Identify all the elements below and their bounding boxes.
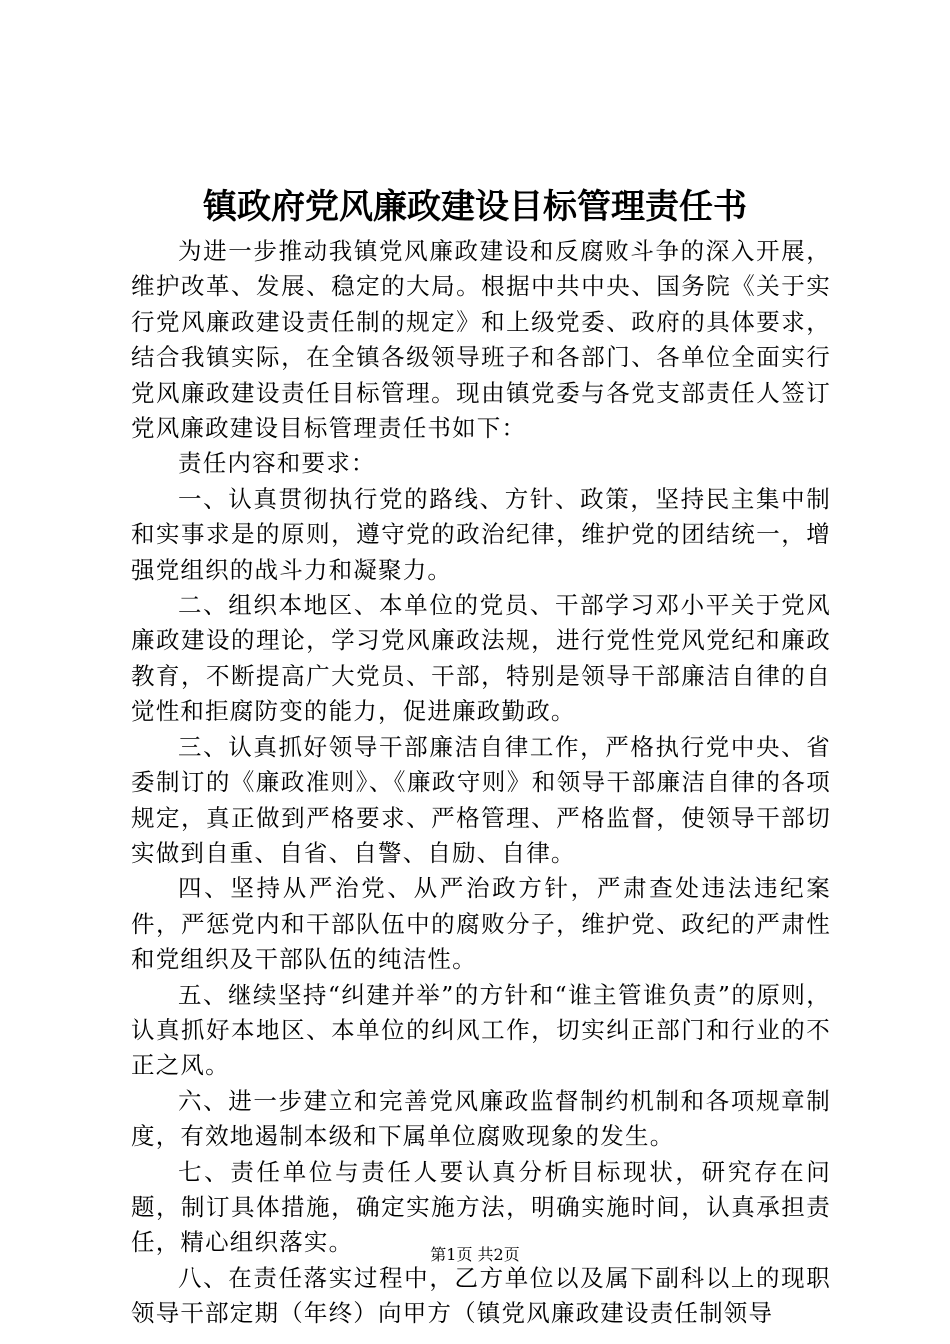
- paragraph-item-8: 八、在责任落实过程中，乙方单位以及属下副科以上的现职领导干部定期（年终）向甲方（镇党风廉政建设责任制领导: [131, 1263, 831, 1328]
- paragraph-item-2: 二、组织本地区、本单位的党员、干部学习邓小平关于党风廉政建设的理论，学习党风廉政法规，进行党性党风党纪和廉政教育，不断提高广大党员、干部，特别是领导干部廉洁自律的自觉性和拒腐防变的能力，促进廉政勤政。: [131, 591, 831, 726]
- document-title: 镇政府党风廉政建设目标管理责任书: [203, 187, 747, 227]
- paragraph-item-1: 一、认真贯彻执行党的路线、方针、政策，坚持民主集中制和实事求是的原则，遵守党的政治纪律，维护党的团结统一，增强党组织的战斗力和凝聚力。: [131, 484, 831, 584]
- paragraph-intro: 为进一步推动我镇党风廉政建设和反腐败斗争的深入开展，维护改革、发展、稳定的大局。根据中共中央、国务院《关于实行党风廉政建设责任制的规定》和上级党委、政府的具体要求，结合我镇实际，在全镇各级领导班子和各部门、各单位全面实行党风廉政建设责任目标管理。现由镇党委与各党支部责任人签订党风廉政建设目标管理责任书如下：: [131, 237, 831, 443]
- document-body: [131, 234, 831, 1332]
- paragraph-requirements-heading: 责任内容和要求：: [178, 449, 376, 478]
- page-number-footer: 第1页 共2页: [430, 1245, 520, 1264]
- paragraph-item-5: 五、继续坚持“纠建并举”的方针和“谁主管谁负责”的原则，认真抓好本地区、本单位的纠风工作，切实纠正部门和行业的不正之风。: [131, 980, 831, 1080]
- paragraph-item-6: 六、进一步建立和完善党风廉政监督制约机制和各项规章制度，有效地遏制本级和下属单位腐败现象的发生。: [131, 1086, 831, 1151]
- paragraph-item-4: 四、坚持从严治党、从严治政方针，严肃查处违法违纪案件，严惩党内和干部队伍中的腐败分子，维护党、政纪的严肃性和党组织及干部队伍的纯洁性。: [131, 874, 831, 974]
- paragraph-item-3: 三、认真抓好领导干部廉洁自律工作，严格执行党中央、省委制订的《廉政准则》、《廉政守则》和领导干部廉洁自律的各项规定，真正做到严格要求、严格管理、严格监督，使领导干部切实做到自重、自省、自警、自励、自律。: [131, 732, 831, 867]
- paragraph-item-7: 七、责任单位与责任人要认真分析目标现状，研究存在问题，制订具体措施，确定实施方法，明确实施时间，认真承担责任，精心组织落实。: [131, 1157, 831, 1257]
